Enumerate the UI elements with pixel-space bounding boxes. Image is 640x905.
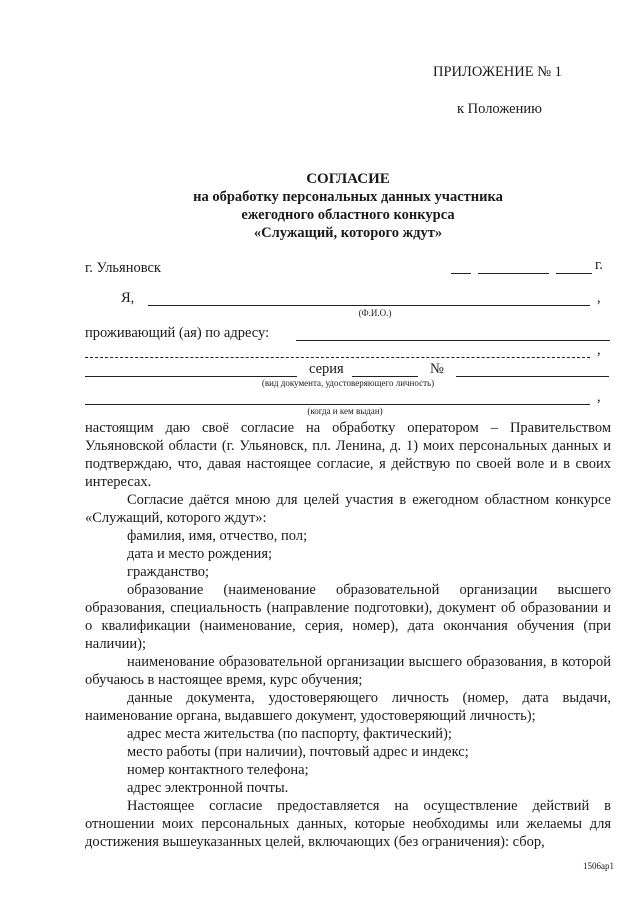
- address-comma: ,: [597, 342, 601, 358]
- list-item: адрес места жительства (по паспорту, фактический);: [127, 726, 452, 742]
- address-field-line-1[interactable]: [296, 340, 610, 341]
- list-item-id-document: данные документа, удостоверяющего личность (номер, дата выдачи, наименование органа, выдавшего документ, удостоверяющий личность);: [85, 690, 611, 724]
- list-item: фамилия, имя, отчество, пол;: [127, 528, 308, 544]
- list-item-current-study: наименование образовательной организации высшего образования, в которой обучаюсь в настоящее время, курс обучения;: [85, 654, 611, 688]
- address-label: проживающий (ая) по адресу:: [85, 325, 270, 341]
- title-line-3: ежегодного областного конкурса: [241, 207, 455, 223]
- consent-paragraph: настоящим даю своё согласие на обработку оператором – Правительством Ульяновской области (г. Ульяновск, пл. Ленина, д. 1) моих персональных данных и подтверждаю, что, давая настоящее согласие, я действую по своей воле и в своих интересах.: [85, 420, 611, 490]
- year-suffix: г.: [595, 257, 603, 273]
- date-day-field[interactable]: [451, 273, 471, 274]
- fio-field[interactable]: [148, 305, 590, 306]
- date-year-field[interactable]: [556, 273, 592, 274]
- series-label: серия: [309, 361, 344, 377]
- document-title: СОГЛАСИЕ: [306, 171, 390, 187]
- series-field[interactable]: [352, 376, 418, 377]
- i-label: Я,: [121, 290, 135, 306]
- list-item-education: образование (наименование образовательной организации высшего образования, специальность (направление подготовки), документ об образовании и о квалификации (наименование, серия, номер), дата окончания обучения (при наличии);: [85, 582, 611, 652]
- issued-hint: (когда и кем выдан): [307, 406, 383, 416]
- purpose-paragraph: Согласие даётся мною для целей участия в ежегодном областном конкурсе «Служащий, которого ждут»:: [85, 492, 611, 526]
- list-item: адрес электронной почты.: [127, 780, 289, 796]
- list-item: гражданство;: [127, 564, 210, 580]
- city-label: г. Ульяновск: [85, 260, 161, 276]
- fio-comma: ,: [597, 290, 601, 306]
- title-line-4: «Служащий, которого ждут»: [253, 225, 443, 241]
- scope-paragraph: Настоящее согласие предоставляется на осуществление действий в отношении моих персональных данных, которые необходимы или желаемы для достижения вышеуказанных целей, включающих (без ограничения): сбор,: [85, 798, 611, 850]
- date-month-field[interactable]: [478, 273, 549, 274]
- list-item: номер контактного телефона;: [127, 762, 309, 778]
- number-label: №: [430, 361, 444, 377]
- list-item: место работы (при наличии), почтовый адрес и индекс;: [127, 744, 469, 760]
- appendix-label: ПРИЛОЖЕНИЕ № 1: [433, 64, 562, 80]
- fio-hint: (Ф.И.О.): [358, 308, 392, 318]
- document-type-field[interactable]: [85, 376, 297, 377]
- issued-field[interactable]: [85, 404, 590, 405]
- address-field-line-2[interactable]: [85, 357, 590, 358]
- document-hint: (вид документа, удостоверяющего личность): [261, 378, 435, 388]
- list-item: дата и место рождения;: [127, 546, 273, 562]
- footer-code: 1506ap1: [583, 861, 614, 871]
- regulation-label: к Положению: [457, 101, 542, 117]
- number-field[interactable]: [456, 376, 609, 377]
- issued-comma: ,: [597, 389, 601, 405]
- title-line-2: на обработку персональных данных участника: [193, 189, 503, 205]
